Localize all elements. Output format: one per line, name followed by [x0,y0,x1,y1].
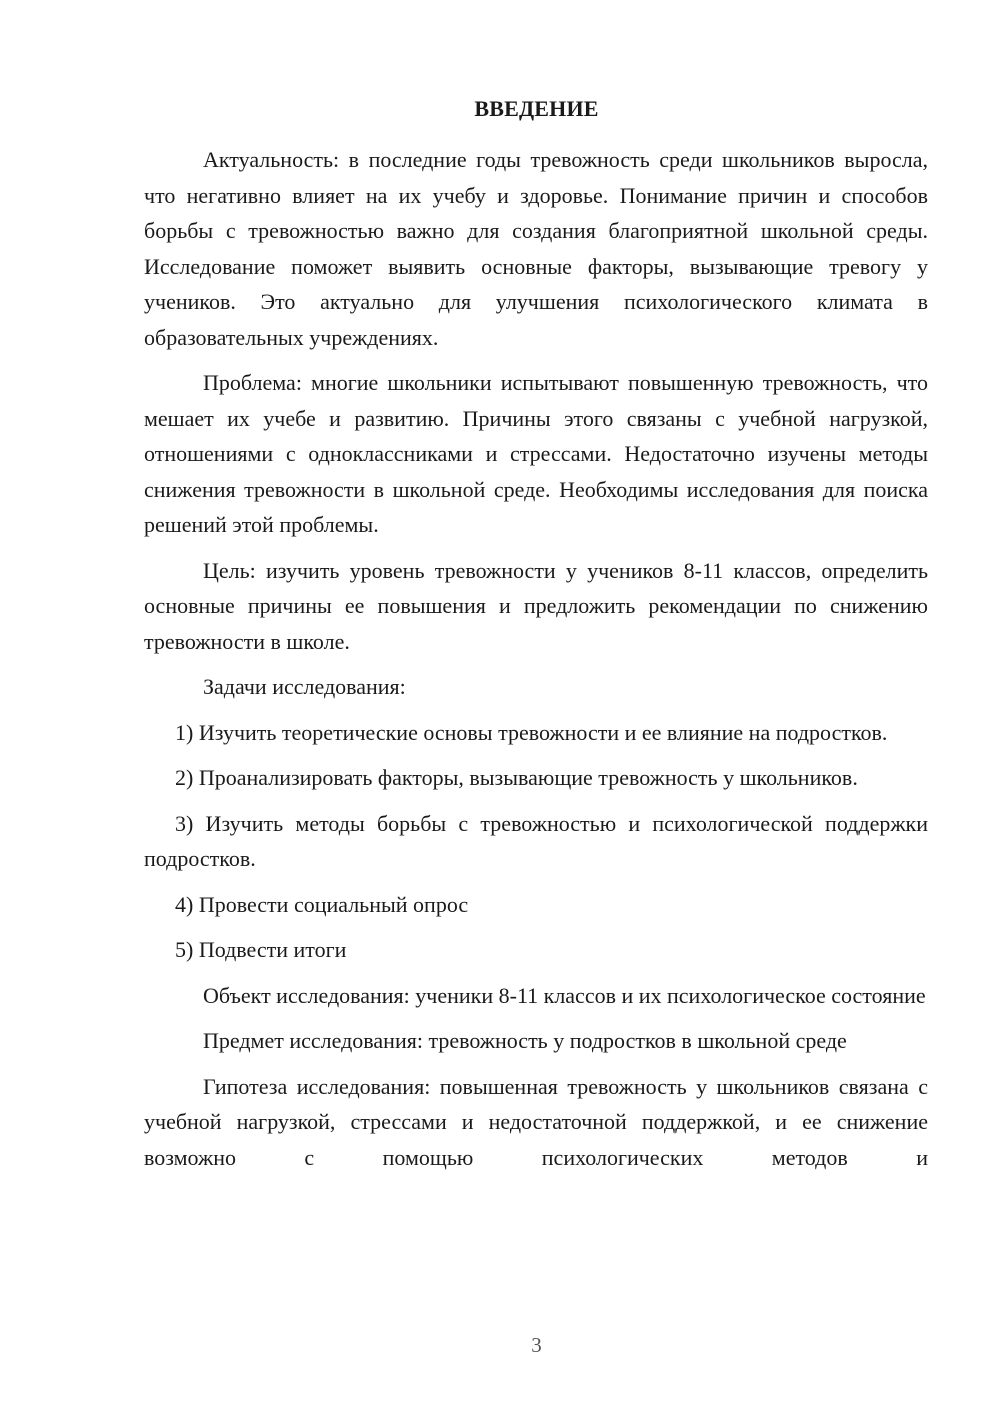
paragraph-problem: Проблема: многие школьники испытывают повышенную тревожность, что мешает их учебе и развитию. Причины этого связаны с учебной нагрузкой, отношениями с одноклассниками и стрессами. Недостаточно изучены методы снижения тревожности в школьной среде. Необходимы исследования для поиска решений этой проблемы. [144,370,928,537]
task-item: 4) Провести социальный опрос [175,891,469,917]
task-item: 2) Проанализировать факторы, вызывающие тревожность у школьников. [175,765,858,790]
task-item: 5) Подвести итоги [175,937,347,962]
body-text [144,142,928,1185]
page-number: 3 [531,1333,542,1357]
section-heading: ВВЕДЕНИЕ [474,96,599,121]
paragraph-relevance: Актуальность: в последние годы тревожность среди школьников выросла, что негативно влияет на их учебу и здоровье. Понимание причин и способов борьбы с тревожностью важно для создания благоприятной школьной среды. Исследование поможет выявить основные факторы, вызывающие тревогу у учеников. Это актуально для улучшения психологического климата в образовательных учреждениях. [144,147,928,350]
paragraph-object: Объект исследования: ученики 8-11 классов и их психологическое состояние [203,982,926,1008]
task-item: 3) Изучить методы борьбы с тревожностью и психологической поддержки подростков. [144,810,928,871]
paragraph-hypothesis: Гипотеза исследования: повышенная тревожность у школьников связана с учебной нагрузкой, стрессами и недостаточной поддержкой, и ее снижение возможно с помощью психологических методов и [144,1073,928,1170]
paragraph-goal: Цель: изучить уровень тревожности у учеников 8-11 классов, определить основные причины ее повышения и предложить рекомендации по снижению тревожности в школе. [144,557,928,654]
paragraph-subject: Предмет исследования: тревожность у подростков в школьной среде [203,1028,847,1053]
task-item: 1) Изучить теоретические основы тревожности и ее влияние на подростков. [175,719,888,745]
paragraph-tasks-intro: Задачи исследования: [203,674,406,699]
